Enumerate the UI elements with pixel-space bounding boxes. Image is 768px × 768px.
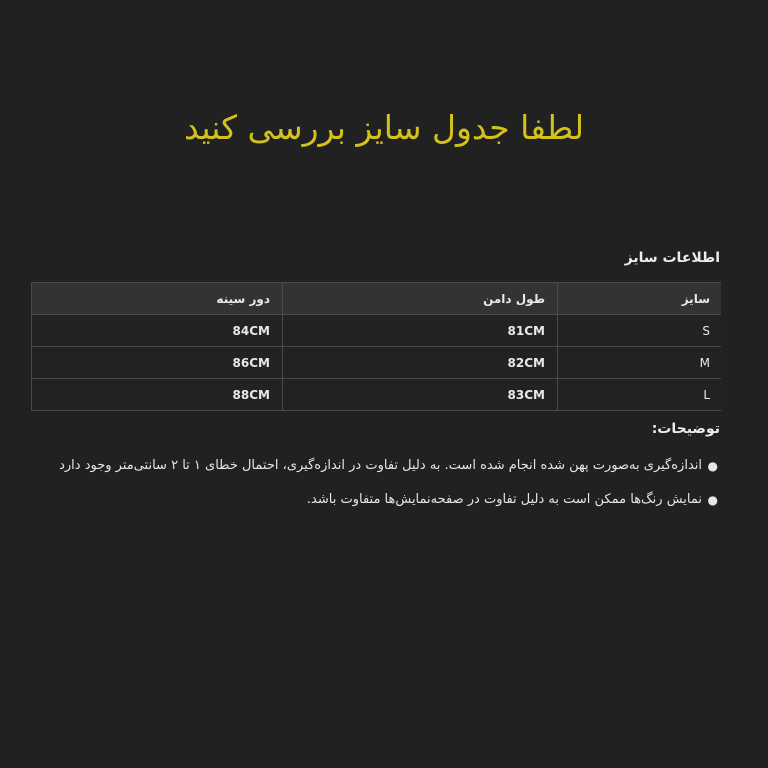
column-header-chest: دور سینه	[32, 283, 283, 315]
list-item	[30, 452, 718, 480]
list-item	[30, 486, 718, 514]
cell-length: 83CM	[283, 379, 558, 411]
table-header-row	[32, 283, 722, 315]
column-header-length: طول دامن	[283, 283, 558, 315]
cell-length: 81CM	[283, 315, 558, 347]
bullet-icon: ●	[707, 493, 718, 507]
size-table-container	[31, 282, 721, 411]
table-row	[32, 379, 722, 411]
size-table	[31, 282, 721, 411]
cell-size: L	[558, 379, 722, 411]
cell-size: M	[558, 347, 722, 379]
size-info-heading: اطلاعات سایز	[624, 250, 720, 266]
cell-length: 82CM	[283, 347, 558, 379]
notes-heading: توضیحات:	[651, 421, 720, 437]
note-text: نمایش رنگ‌ها ممکن است به دلیل تفاوت در صفحه‌نمایش‌ها متفاوت باشد.	[306, 492, 702, 507]
column-header-size: سایز	[558, 283, 722, 315]
notes-list	[30, 452, 720, 520]
cell-chest: 84CM	[32, 315, 283, 347]
cell-chest: 88CM	[32, 379, 283, 411]
table-row	[32, 347, 722, 379]
bullet-icon: ●	[707, 459, 718, 473]
cell-size: S	[558, 315, 722, 347]
note-text: اندازه‌گیری به‌صورت پهن شده انجام شده است. به دلیل تفاوت در اندازه‌گیری، احتمال خطای ۱ تا ۲ سانتی‌متر وجود دارد	[59, 458, 702, 473]
page-title: لطفا جدول سایز بررسی کنید	[184, 108, 584, 147]
table-row	[32, 315, 722, 347]
cell-chest: 86CM	[32, 347, 283, 379]
